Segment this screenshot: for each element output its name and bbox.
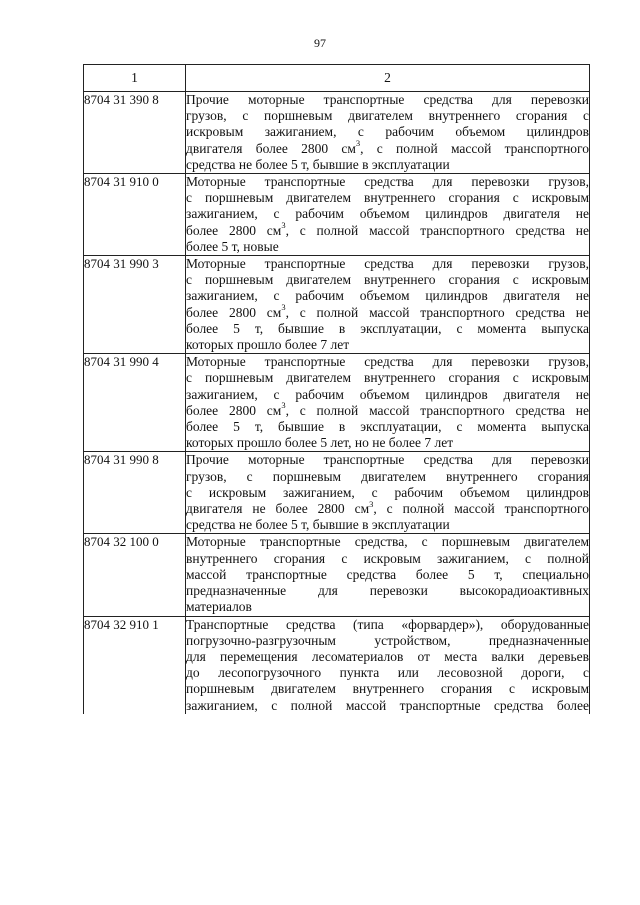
superscript: 3 [281, 302, 286, 313]
table-header-row [84, 65, 590, 92]
description-cell [186, 174, 590, 256]
description-line: предназначенные для перевозки высокорадиоактивных [186, 583, 589, 599]
description-line: двигателя более 2800 $см^3$, с полной массой транспортного [186, 138, 589, 156]
table-row [84, 452, 590, 534]
description-line: с поршневым двигателем внутреннего сгорания с искровым [186, 370, 589, 386]
superscript: 3 [281, 400, 286, 411]
description-line: с поршневым двигателем внутреннего сгорания с искровым [186, 190, 589, 206]
description-line: более 2800 $см^3$, с полной массой транспортного средства не [186, 302, 589, 320]
description-line: массой транспортные средства более 5 т, специально [186, 566, 589, 582]
tariff-code-cell: 8704 32 100 0 [84, 534, 186, 616]
page-number: 97 [314, 36, 326, 50]
description-line: поршневым двигателем внутреннего сгорания с искровым [186, 681, 589, 697]
superscript: 3 [369, 498, 374, 509]
description-cell [186, 452, 590, 534]
column-header-description: 2 [186, 65, 590, 92]
description-line: до лесопогрузочного пункта или лесовозной дороги, с [186, 665, 589, 681]
description-line: грузов, с поршневым двигателем внутреннего сгорания с [186, 108, 589, 124]
description-line: более 5 т, бывшие в эксплуатации, с момента выпуска [186, 320, 589, 336]
description-cell [186, 616, 590, 714]
description-line: Прочие моторные транспортные средства для перевозки [186, 92, 589, 107]
description-line: которых прошло более 5 лет, но не более 7 лет [186, 435, 454, 451]
tariff-code-cell: 8704 31 990 3 [84, 256, 186, 354]
description-line: двигателя не более 2800 $см^3$, с полной массой транспортного [186, 498, 589, 517]
description-line: зажиганием, с полной массой транспортные средства более [186, 697, 589, 713]
tariff-code-cell: 8704 31 990 4 [84, 354, 186, 452]
description-line: средства не более 5 т, бывшие в эксплуатации [186, 156, 450, 172]
description-line: искровым зажиганием, с рабочим объемом цилиндров [186, 124, 589, 140]
description-line: более 5 т, бывшие в эксплуатации, с момента выпуска [186, 419, 589, 435]
description-cell [186, 256, 590, 354]
description-line: для перемещения лесоматериалов от места валки деревьев [186, 648, 589, 664]
description-line: зажиганием, с рабочим объемом цилиндров двигателя не [186, 386, 589, 402]
tariff-code-cell: 8704 32 910 1 [84, 616, 186, 714]
superscript: 3 [281, 220, 286, 231]
tariff-code-cell: 8704 31 390 8 [84, 92, 186, 174]
tariff-code-cell: 8704 31 990 8 [84, 452, 186, 534]
description-cell [186, 92, 590, 174]
table-row [84, 256, 590, 354]
table-row [84, 616, 590, 714]
description-line: Моторные транспортные средства для перевозки грузов, [186, 256, 589, 272]
description-line: Транспортные средства (типа «форвардер»), оборудованные [186, 616, 589, 632]
description-line: Моторные транспортные средства для перевозки грузов, [186, 174, 589, 190]
description-line: которых прошло более 7 лет [186, 337, 350, 353]
description-line: более 2800 $см^3$, с полной массой транспортного средства не [186, 400, 589, 418]
table-row [84, 92, 590, 174]
description-line: Моторные транспортные средства, с поршневым двигателем [186, 534, 589, 550]
tnved-code-table [83, 64, 590, 714]
description-line: внутреннего сгорания с искровым зажиганием, с полной [186, 550, 589, 566]
description-cell [186, 534, 590, 616]
description-line: погрузочно-разгрузочным устройством, предназначенные [186, 632, 589, 648]
description-line: с искровым зажиганием, с рабочим объемом цилиндров [186, 484, 589, 500]
description-line: зажиганием, с рабочим объемом цилиндров двигателя не [186, 206, 589, 222]
description-line: грузов, с поршневым двигателем внутреннего сгорания [186, 468, 589, 484]
table-row [84, 354, 590, 452]
description-cell [186, 354, 590, 452]
description-line: Прочие моторные транспортные средства для перевозки [186, 452, 589, 468]
description-line: материалов [186, 599, 252, 615]
description-line: Моторные транспортные средства для перевозки грузов, [186, 354, 589, 370]
column-header-code: 1 [84, 65, 186, 92]
description-line: зажиганием, с рабочим объемом цилиндров двигателя не [186, 288, 589, 304]
description-line: более 2800 $см^3$, с полной массой транспортного средства не [186, 220, 589, 238]
superscript: 3 [355, 138, 361, 149]
tariff-code-cell: 8704 31 910 0 [84, 174, 186, 256]
table-row [84, 534, 590, 616]
description-line: средства не более 5 т, бывшие в эксплуатации [186, 517, 450, 533]
description-line: более 5 т, новые [186, 238, 279, 254]
table-row [84, 174, 590, 256]
description-line: с поршневым двигателем внутреннего сгорания с искровым [186, 272, 589, 288]
